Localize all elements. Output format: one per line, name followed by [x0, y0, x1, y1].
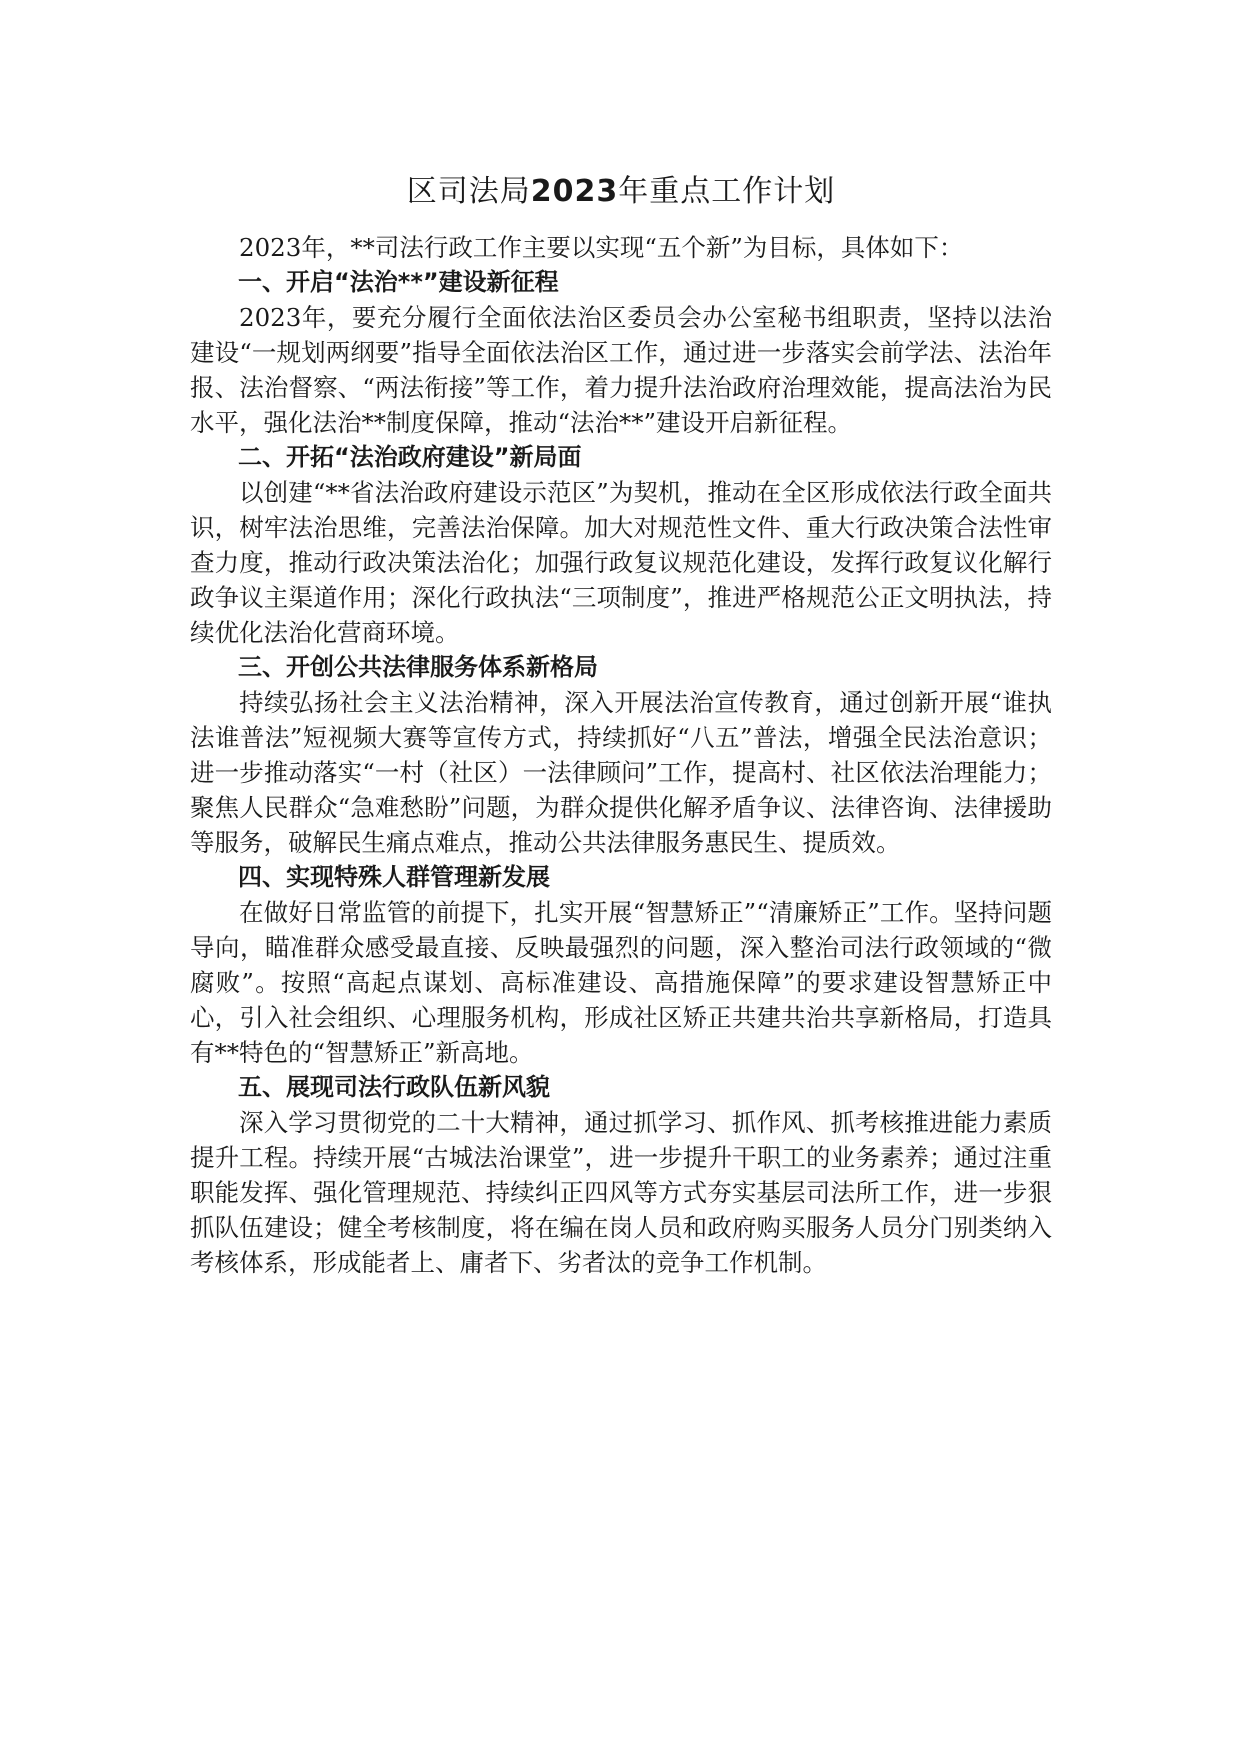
section-heading-2: 二、开拓“法治政府建设”新局面	[238, 443, 582, 471]
page-title	[190, 172, 1052, 212]
section-heading-4: 四、实现特殊人群管理新发展	[238, 863, 550, 891]
title-prefix: 区司法局	[406, 174, 531, 209]
title-year: 2023	[530, 174, 619, 209]
section-body-2: 以创建“**省法治政府建设示范区”为契机，推动在全区形成依法行政全面共识，树牢法治思维，完善法治保障。加大对规范性文件、重大行政决策合法性审查力度，推动行政决策法治化；加强行政复议规范化建设，发挥行政复议化解行政争议主渠道作用；深化行政执法“三项制度”，推进严格规范公正文明执法，持续优化法治化营商环境。	[190, 478, 1052, 647]
section-body-4: 在做好日常监管的前提下，扎实开展“智慧矫正”“清廉矫正”工作。坚持问题导向，瞄准群众感受最直接、反映最强烈的问题，深入整治司法行政领域的“微腐败”。按照“高起点谋划、高标准建设、高措施保障”的要求建设智慧矫正中心，引入社会组织、心理服务机构，形成社区矫正共建共治共享新格局，打造具有**特色的“智慧矫正”新高地。	[190, 898, 1052, 1067]
section-heading-3: 三、开创公共法律服务体系新格局	[238, 653, 598, 681]
section-body-5: 深入学习贯彻党的二十大精神，通过抓学习、抓作风、抓考核推进能力素质提升工程。持续开展“古城法治课堂”，进一步提升干职工的业务素养；通过注重职能发挥、强化管理规范、持续纠正四风等方式夯实基层司法所工作，进一步狠抓队伍建设；健全考核制度，将在编在岗人员和政府购买服务人员分门别类纳入考核体系，形成能者上、庸者下、劣者汰的竞争工作机制。	[190, 1108, 1052, 1277]
section-heading-1: 一、开启“法治**”建设新征程	[238, 268, 559, 296]
section-heading-5: 五、展现司法行政队伍新风貌	[238, 1073, 550, 1101]
section-body-3: 持续弘扬社会主义法治精神，深入开展法治宣传教育，通过创新开展“谁执法谁普法”短视频大赛等宣传方式，持续抓好“八五”普法，增强全民法治意识；进一步推动落实“一村（社区）一法律顾问”工作，提高村、社区依法治理能力；聚焦人民群众“急难愁盼”问题，为群众提供化解矛盾争议、法律咨询、法律援助等服务，破解民生痛点难点，推动公共法律服务惠民生、提质效。	[190, 688, 1052, 857]
title-suffix: 年重点工作计划	[618, 174, 836, 209]
section-body-1: 2023年，要充分履行全面依法治区委员会办公室秘书组职责，坚持以法治建设“一规划两纲要”指导全面依法治区工作，通过进一步落实会前学法、法治年报、法治督察、“两法衔接”等工作，着力提升法治政府治理效能，提高法治为民水平，强化法治**制度保障，推动“法治**”建设开启新征程。	[190, 303, 1052, 437]
document-content	[190, 172, 1052, 1280]
intro-paragraph: 2023年，**司法行政工作主要以实现“五个新”为目标，具体如下：	[239, 233, 964, 262]
